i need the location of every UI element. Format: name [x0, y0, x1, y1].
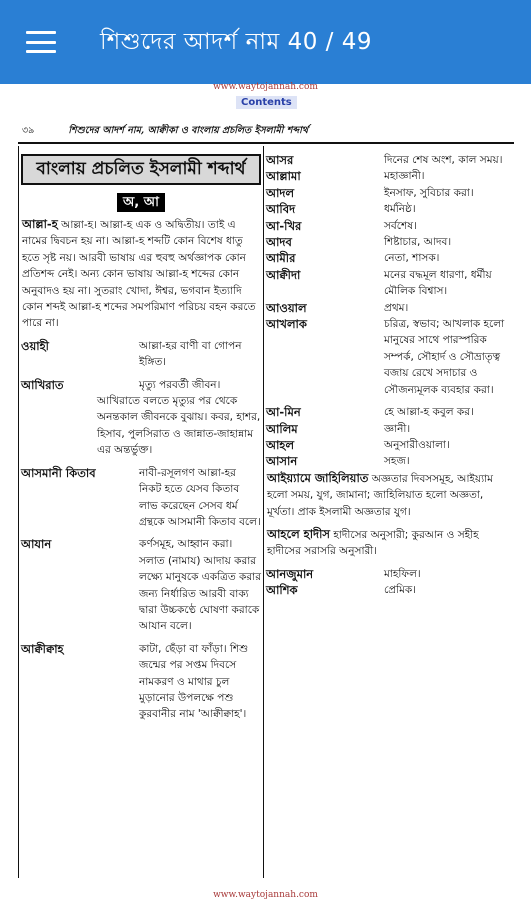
entry-term: আসমানী কিতাব [21, 465, 96, 480]
entry-meaning: সহজ। [384, 455, 410, 468]
entry-meaning: আল্লা-হর বাণী বা গোপন ইঙ্গিত। [139, 339, 242, 369]
entry-term: আক্বীদা [266, 267, 301, 282]
entry-meaning: শিষ্টাচার, আদব। [384, 236, 452, 249]
entry-term: আল্লামা [266, 169, 301, 184]
glossary-entry [264, 168, 516, 184]
glossary-entry [264, 316, 516, 398]
entry-meaning: ধর্মনিষ্ঠ। [384, 203, 416, 216]
entry-term: আইয়্যামে জাহিলিয়াত [267, 470, 369, 485]
glossary-entry [19, 641, 263, 723]
entry-meaning: মহাজ্ঞানী। [384, 170, 425, 183]
glossary-entry [264, 421, 516, 437]
entry-meaning: হাদীসের অনুসারী; কুরআন ও সহীহ হাদীসের সরাসরি অনুসারী। [267, 528, 479, 558]
glossary-entry [264, 201, 516, 217]
glossary-entry [19, 377, 263, 393]
website-url-top: www.waytojannah.com [213, 82, 318, 92]
glossary-entry [264, 526, 516, 560]
glossary-entry [264, 582, 516, 598]
entry-term: আদব [266, 235, 292, 250]
entry-term: আ-মিন [266, 405, 301, 420]
document-page [0, 84, 531, 900]
glossary-entry [264, 453, 516, 469]
entry-meaning: দিনের শেষ অংশ, কাল সময়। [384, 154, 503, 166]
entry-term: আক্বীক্বাহ [21, 641, 64, 656]
glossary-entry [19, 536, 263, 634]
entry-meaning: মনের বদ্ধমূল ধারণা, ধর্মীয় মৌলিক বিশ্বাস। [384, 268, 492, 298]
glossary-entry [264, 250, 516, 266]
glossary-entry [19, 338, 263, 371]
glossary-entry [19, 465, 263, 531]
glossary-entry [264, 300, 516, 316]
glossary-entry [264, 234, 516, 250]
entry-meaning: মৃত্যু পরবর্তী জীবন। [139, 378, 221, 391]
contents-link[interactable]: Contents [236, 96, 297, 109]
entry-meaning: আল্লা-হ। আল্লা-হ এক ও অদ্বিতীয়। তাই এ নামের দ্বিবচন হয় না। আল্লা-হ শব্দটি কোন বিশেষ ধাতু হতে সৃষ্ট নয়। আরবী ভাষায় এর হুবহু অর্থজ্ঞাপক কোন প্রতিশব্দ নেই। অন্য কোন ভাষায় আল্লা-হ শব্দের কোন অনুবাদও হয় না। সুতরাং খোদা, ঈশ্বর, ভগবান ইত্যাদি কোন শব্দই আল্লা-হ শব্দের সমপরিমাণ পরিচয় বহন করতে পারে না। [22, 219, 256, 330]
header-divider [18, 142, 514, 144]
entry-term: আলিম [266, 421, 298, 436]
entry-meaning: হে আল্লা-হ কবুল কর। [384, 406, 474, 419]
right-column [264, 146, 516, 878]
running-header [22, 124, 514, 139]
app-title: শিশুদের আদর্শ নাম 40 / 49 [100, 28, 372, 55]
entry-meaning: কর্ণসমূহ, আহ্বান করা। সলাত (নামায) আদায় করার লক্ষ্যে মানুষকে একত্রিত করার জন্য নির্ধারিত আরবী বাক্য দ্বারা উচ্চকণ্ঠে ঘোষণা করাকে আযান বলে। [139, 538, 261, 633]
glossary-entry [264, 152, 516, 168]
running-header-text: শিশুদের আদর্শ নাম, আক্বীকা ও বাংলায় প্রচলিত ইসলামী শব্দার্থ [68, 125, 309, 136]
section-title-box: বাংলায় প্রচলিত ইসলামী শব্দার্থ [21, 154, 261, 185]
glossary-entry [264, 566, 516, 582]
entry-meaning: মাহফিল। [384, 567, 421, 580]
entry-meaning: জ্ঞানী। [384, 422, 411, 435]
entry-term: আহলে হাদীস [267, 526, 330, 541]
entry-meaning: নেতা, শাসক। [384, 252, 440, 265]
entry-term: আ-খির [266, 218, 302, 233]
glossary-entry [264, 218, 516, 234]
page-number: ৩৯ [22, 125, 35, 136]
entry-term: আখলাক [266, 317, 307, 332]
entry-meaning: প্রেমিক। [384, 584, 417, 597]
glossary-entry [19, 216, 263, 332]
hamburger-menu-icon[interactable] [26, 31, 56, 53]
website-url-bottom: www.waytojannah.com [213, 890, 318, 900]
entry-meaning: চরিত্র, স্বভাব; আখলাক হলো মানুষের সাথে পারস্পরিক সম্পর্ক, সৌহার্দ ও সৌভ্রাতৃত্ব বজায় রেখে সদাচার ও সৌজন্যমূলক ব্যবহার করা। [384, 318, 505, 396]
glossary-entry [264, 185, 516, 201]
glossary-entry [264, 404, 516, 420]
entry-meaning: ইনসাফ, সুবিচার করা। [384, 186, 474, 199]
entry-meaning: নাবী-রসূলগণ আল্লা-হর নিকট হতে যেসব কিতাব লাভ করেছেন সেসব ধর্ম গ্রন্থকে আসমানী কিতাব বলে। [139, 466, 261, 528]
entry-term: আখিরাত [21, 377, 64, 392]
app-bar [0, 0, 531, 84]
entry-term: আশিক [266, 583, 298, 598]
entry-term: আসর [266, 153, 294, 167]
entry-meaning: অজ্ঞতার দিবসসমূহ, আইয়্যাম হলো সময়, যুগ, জামানা; জাহিলিয়াত হলো অজ্ঞতা, মূর্খতা। প্রাক ইসলামী অজ্ঞতার যুগ। [267, 472, 494, 518]
entry-term: আহল [266, 437, 295, 452]
glossary-entry [264, 470, 516, 520]
entry-term: আসান [266, 454, 298, 469]
section-letter: অ, আ [117, 193, 165, 212]
glossary-entry [264, 437, 516, 453]
entry-meaning: প্রথম। [384, 301, 409, 314]
entry-term: আদল [266, 185, 295, 200]
entry-meaning: অনুসারীওয়ালা। [384, 438, 450, 451]
entry-term: ওয়াহী [21, 338, 49, 353]
entry-term: আল্লা-হ [22, 217, 58, 231]
entry-term: আবিদ [266, 202, 296, 217]
entry-term: আমীর [266, 251, 296, 266]
entry-term: আযান [21, 537, 52, 552]
entry-term: আওয়াল [266, 300, 307, 315]
entry-term: আনজুমান [266, 566, 314, 581]
left-column [18, 146, 264, 878]
entry-meaning-extra: আখিরাতে বলতে মৃত্যুর পর থেকে অনন্তকাল জীবনকে বুঝায়। কবর, হাশর, হিসাব, পুলসিরাত ও জান্নাত-জাহান্নাম এর অন্তর্ভুক্ত। [97, 395, 261, 457]
entry-meaning: কাটা, ছেঁড়া বা ফাঁড়া। শিশু জন্মের পর সপ্তম দিবসে নামকরণ ও মাথার চুল মুড়ানোর উপলক্ষে পশু কুরবানীর নাম 'আক্বীক্বাহ'। [139, 642, 249, 721]
glossary-entry [264, 267, 516, 300]
entry-meaning: সর্বশেষ। [384, 219, 417, 232]
